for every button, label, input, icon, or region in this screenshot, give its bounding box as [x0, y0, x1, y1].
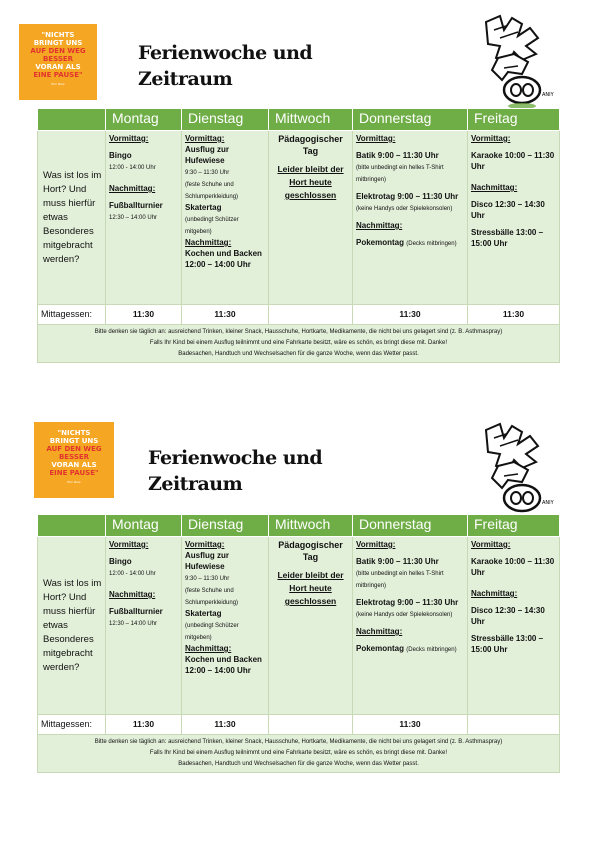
note-line: Badesachen, Handtuch und Wechselsachen für die ganze Woche, wenn das Wetter passt. — [178, 761, 419, 767]
plan-table — [37, 108, 560, 363]
wednesday-cell — [269, 131, 353, 305]
label-vormittag: Vormittag: — [356, 540, 396, 549]
label-nachmittag: Nachmittag: — [185, 644, 232, 653]
monday-cell — [106, 131, 182, 305]
time: 12:00 - 14:00 Uhr — [109, 165, 156, 171]
activity-row — [38, 537, 560, 715]
activity: Fußballturnier — [109, 201, 163, 210]
thursday-cell — [353, 537, 468, 715]
note: (unbedingt Schützer mitgeben) — [185, 217, 239, 235]
time: 12:00 - 14:00 Uhr — [109, 571, 156, 577]
day-header: Dienstag — [182, 109, 269, 131]
label-nachmittag: Nachmittag: — [185, 238, 232, 247]
friday-cell — [468, 537, 560, 715]
lunch-time: 11:30 — [182, 305, 269, 325]
day-header: Donnerstag — [353, 515, 468, 537]
label-nachmittag: Nachmittag: — [109, 184, 156, 193]
tuesday-cell — [182, 131, 269, 305]
thursday-cell — [353, 131, 468, 305]
note: (keine Handys oder Spielekonsolen) — [356, 612, 453, 618]
day-header: Donnerstag — [353, 109, 468, 131]
time: 9:30 – 11:30 Uhr — [185, 576, 230, 582]
label-nachmittag: Nachmittag: — [109, 590, 156, 599]
lunch-time: 11:30 — [106, 305, 182, 325]
time: 9:30 – 11:30 Uhr — [185, 170, 230, 176]
quote-line: VORAN ALS — [51, 461, 97, 469]
lunch-row — [38, 305, 560, 325]
label-nachmittag: Nachmittag: — [356, 221, 403, 230]
day-header: Montag — [106, 109, 182, 131]
label-vormittag: Vormittag: — [356, 134, 396, 143]
day-header: Freitag — [468, 515, 560, 537]
activity: Skatertag — [185, 609, 222, 618]
label-nachmittag: Nachmittag: — [471, 183, 518, 192]
notes-cell — [38, 735, 560, 773]
lunch-time: 11:30 — [182, 715, 269, 735]
quote-line: BESSER — [58, 453, 90, 461]
activity: Batik 9:00 – 11:30 Uhr — [356, 151, 439, 160]
quote-line: AUF DEN WEG — [30, 47, 86, 55]
note: (feste Schuhe und Schlumperkleidung) — [185, 588, 239, 606]
day-header: Mittwoch — [269, 109, 353, 131]
note: (bitte unbedingt ein helles T-Shirt mitbringen) — [356, 165, 444, 183]
quote-line: EINE PAUSE" — [33, 71, 83, 79]
label-vormittag: Vormittag: — [471, 540, 511, 549]
activity: Bingo — [109, 151, 132, 160]
quote-author: Erin Bow — [51, 82, 65, 86]
quote-author: Erin Bow — [67, 480, 81, 484]
activity: Bingo — [109, 557, 132, 566]
header-blank — [38, 515, 106, 537]
svg-text:ANIY: ANIY — [542, 92, 554, 98]
notes-row — [38, 735, 560, 773]
graffiti-logo-icon — [478, 418, 556, 518]
label-nachmittag: Nachmittag: — [471, 589, 518, 598]
lunch-label: Mittagessen: — [38, 715, 106, 735]
page-title — [138, 40, 312, 92]
plan-table — [37, 514, 560, 773]
lunch-time — [468, 715, 560, 735]
day-header-row — [38, 515, 560, 537]
title-line: Zeitraum — [138, 68, 233, 90]
day-header: Dienstag — [182, 515, 269, 537]
title-line: Zeitraum — [148, 473, 243, 495]
quote-line: AUF DEN WEG — [46, 445, 102, 453]
lunch-time: 11:30 — [353, 715, 468, 735]
time: 12:30 – 14:00 Uhr — [109, 621, 158, 627]
note: (Decks mitbringen) — [406, 647, 457, 653]
lunch-time: 11:30 — [468, 305, 560, 325]
note-line: Falls Ihr Kind bei einem Ausflug teilnimmt und eine Fahrkarte besitzt, wäre es schön, es bringt diese mit. Danke! — [149, 340, 448, 346]
title-line: Ferienwoche und — [138, 42, 313, 64]
time: 12:30 – 14:00 Uhr — [109, 215, 158, 221]
day-header: Freitag — [468, 109, 560, 131]
label-vormittag: Vormittag: — [109, 134, 149, 143]
activity: Ausflug zur Hufewiese — [185, 145, 229, 165]
question-cell: Was ist los im Hort? Und muss hierfür etwas Besonderes mitgebracht werden? — [38, 537, 106, 715]
label-vormittag: Vormittag: — [185, 134, 225, 143]
activity: Disco 12:30 – 14:30 Uhr — [471, 606, 545, 626]
question-cell: Was ist los im Hort? Und muss hierfür etwas Besonderes mitgebracht werden? — [38, 131, 106, 305]
activity: Fußballturnier — [109, 607, 163, 616]
quote-line: BESSER — [42, 55, 74, 63]
activity: Ausflug zur Hufewiese — [185, 551, 229, 571]
notes-cell — [38, 325, 560, 363]
closed-note: Leider bleibt der Hort heute geschlossen — [277, 164, 344, 200]
note: (feste Schuhe und Schlumperkleidung) — [185, 182, 239, 200]
friday-cell — [468, 131, 560, 305]
day-header: Montag — [106, 515, 182, 537]
lunch-time: 11:30 — [353, 305, 468, 325]
svg-text:ANIY: ANIY — [542, 500, 554, 506]
activity: Karaoke 10:00 – 11:30 Uhr — [471, 151, 555, 171]
activity-row — [38, 131, 560, 305]
label-vormittag: Vormittag: — [185, 540, 225, 549]
header-blank — [38, 109, 106, 131]
activity: Pokemontag — [356, 644, 405, 653]
wednesday-cell — [269, 537, 353, 715]
activity: Stressbälle 13:00 – 15:00 Uhr — [471, 634, 544, 654]
note-line: Badesachen, Handtuch und Wechselsachen für die ganze Woche, wenn das Wetter passt. — [178, 351, 419, 357]
note: (keine Handys oder Spielekonsolen) — [356, 206, 453, 212]
activity: Pädagogischer Tag — [278, 134, 343, 156]
activity: Kochen und Backen 12:00 – 14:00 Uhr — [185, 249, 262, 269]
activity: Elektrotag 9:00 – 11:30 Uhr — [356, 598, 459, 607]
monday-cell — [106, 537, 182, 715]
activity: Stressbälle 13:00 – 15:00 Uhr — [471, 228, 544, 248]
quote-line: "NICHTS — [41, 31, 75, 39]
quote-poster — [34, 422, 114, 498]
note: (bitte unbedingt ein helles T-Shirt mitbringen) — [356, 571, 444, 589]
label-nachmittag: Nachmittag: — [356, 627, 403, 636]
plan-block-1 — [0, 0, 595, 400]
quote-line: "NICHTS — [57, 429, 91, 437]
notes-row — [38, 325, 560, 363]
quote-line: EINE PAUSE" — [49, 469, 99, 477]
lunch-time — [269, 305, 353, 325]
title-line: Ferienwoche und — [148, 447, 323, 469]
activity: Batik 9:00 – 11:30 Uhr — [356, 557, 439, 566]
note: (Decks mitbringen) — [406, 241, 457, 247]
note-line: Bitte denken sie täglich an: ausreichend Trinken, kleiner Snack, Hausschuhe, Hortkarte, Medikamente, die nicht bei uns gelagert sind (z. B. Asthmaspray) — [94, 739, 503, 745]
activity: Pädagogischer Tag — [278, 540, 343, 562]
note: (unbedingt Schützer mitgeben) — [185, 623, 239, 641]
label-vormittag: Vormittag: — [471, 134, 511, 143]
activity: Skatertag — [185, 203, 222, 212]
quote-line: BRINGT UNS — [49, 437, 99, 445]
quote-line: BRINGT UNS — [33, 39, 83, 47]
page-title — [148, 445, 322, 497]
note-line: Bitte denken sie täglich an: ausreichend Trinken, kleiner Snack, Hausschuhe, Hortkarte, Medikamente, die nicht bei uns gelagert sind (z. B. Asthmaspray) — [94, 329, 503, 335]
day-header: Mittwoch — [269, 515, 353, 537]
day-header-row — [38, 109, 560, 131]
activity: Disco 12:30 – 14:30 Uhr — [471, 200, 545, 220]
note-line: Falls Ihr Kind bei einem Ausflug teilnimmt und eine Fahrkarte besitzt, wäre es schön, es bringt diese mit. Danke! — [149, 750, 448, 756]
label-vormittag: Vormittag: — [109, 540, 149, 549]
lunch-time — [269, 715, 353, 735]
lunch-row — [38, 715, 560, 735]
activity: Pokemontag — [356, 238, 405, 247]
quote-poster — [19, 24, 97, 100]
lunch-time: 11:30 — [106, 715, 182, 735]
plan-block-2 — [0, 412, 595, 832]
closed-note: Leider bleibt der Hort heute geschlossen — [277, 570, 344, 606]
activity: Kochen und Backen 12:00 – 14:00 Uhr — [185, 655, 262, 675]
tuesday-cell — [182, 537, 269, 715]
graffiti-logo-icon — [478, 10, 556, 110]
lunch-label: Mittagessen: — [38, 305, 106, 325]
quote-line: VORAN ALS — [35, 63, 81, 71]
activity: Karaoke 10:00 – 11:30 Uhr — [471, 557, 555, 577]
activity: Elektrotag 9:00 – 11:30 Uhr — [356, 192, 459, 201]
